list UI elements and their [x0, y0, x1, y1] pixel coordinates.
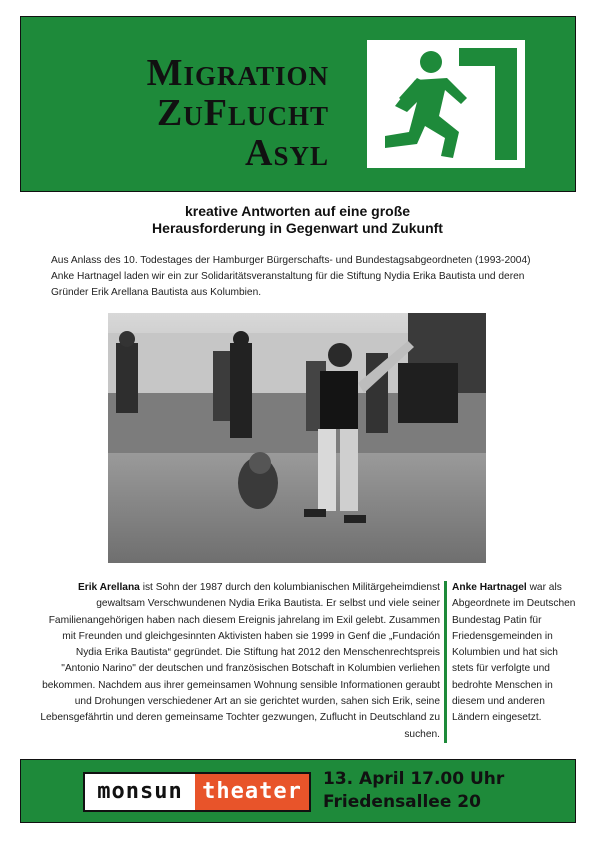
footer-banner	[20, 759, 576, 823]
title-line-3: Asyl	[245, 132, 329, 174]
header-banner	[20, 16, 576, 192]
erik-arellana-text: ist Sohn der 1987 durch den kolumbianischen Militärgeheimdienst gewaltsam Verschwundenen Nydia Erika Bautista. Er selbst und viele seiner Familienangehörigen haben nach diesem Ereignis jahrelang im Exil gelebt. Zusammen mit Freunden und gleichgesinnten Aktivisten haben sie 1999 in Genf die „Fundación Nydia Erika Bautista“ gegründet. Die Stiftung hat 2012 den Menschenrechtspreis "Antonio Narino" der deutschen und französischen Botschaft in Kolumbien verliehen bekommen. Nachdem aus ihrer gemeinsamen Wohnung sensible Informationen geraubt und Drohungen verschiedener Art an sie gerichtet wurden, sahen sich Erik, seine Lebensgefährtin und deren gemeinsame Tochter gezwungen, Zuflucht in Deutschland zu suchen.	[40, 582, 440, 740]
erik-arellana-name: Erik Arellana	[77, 582, 140, 593]
anke-hartnagel-text: war als Abgeordnete im Deutschen Bundestag Patin für Friedensgemeinden in Kolumbien und hat sich stets für verfolgte und bedrohte Menschen in diesem und anderen Ländern eingesetzt.	[452, 582, 576, 724]
emergency-exit-icon	[367, 40, 525, 168]
event-address: Friedensallee 20	[323, 792, 481, 812]
intro-paragraph: Aus Anlass des 10. Todestages der Hamburger Bürgerschafts- und Bundestagsabgeordneten (1993-2004) Anke Hartnagel laden wir ein zur Solidaritätsveranstaltung für die Stiftung Nydia Erika Bautista und deren Gründer Erik Arellana Bautista aus Kolumbien.	[51, 255, 531, 298]
anke-hartnagel-paragraph	[452, 580, 580, 727]
monsun-theater-logo	[83, 772, 311, 812]
title-line-2: ZuFlucht	[156, 92, 329, 134]
anke-hartnagel-name: Anke Hartnagel	[452, 582, 527, 593]
title-line-1: Migration	[146, 52, 329, 94]
subtitle-line-2: Herausforderung in Gegenwart und Zukunft	[152, 220, 443, 236]
event-details	[323, 768, 504, 814]
logo-part-monsun: monsun	[85, 774, 195, 810]
logo-part-theater: theater	[195, 774, 309, 810]
subtitle-line-1: kreative Antworten auf eine große	[184, 203, 411, 219]
event-date-time: 13. April 17.00 Uhr	[323, 769, 505, 789]
subtitle	[0, 203, 595, 237]
event-title	[147, 53, 329, 173]
event-photo	[108, 313, 486, 563]
column-divider	[444, 581, 447, 743]
erik-arellana-paragraph	[36, 580, 440, 743]
